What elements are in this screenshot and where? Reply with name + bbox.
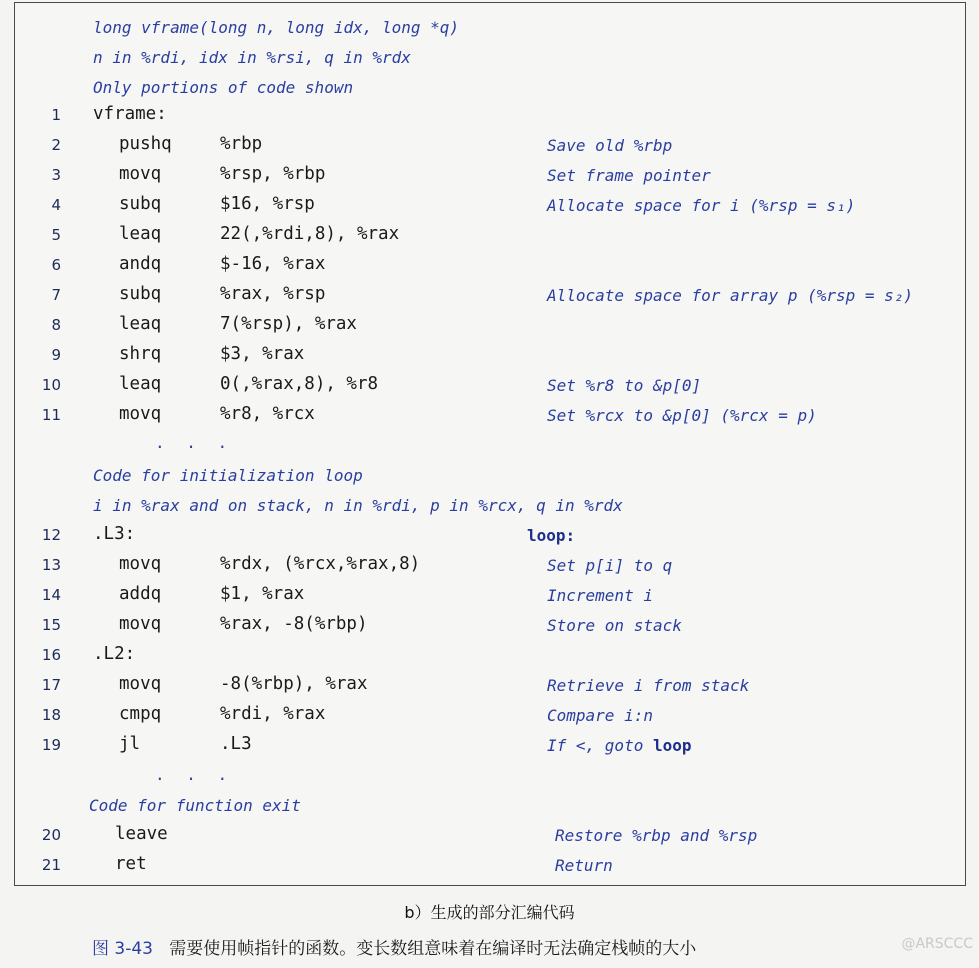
code-line — [15, 311, 965, 341]
operands: $-16, %rax — [220, 254, 326, 274]
code-line — [15, 821, 965, 851]
line-comment: Restore %rbp and %rsp — [555, 826, 758, 845]
code-line — [15, 161, 965, 191]
code-line — [15, 611, 965, 641]
code-line — [15, 131, 965, 161]
operands: 0(,%rax,8), %r8 — [220, 374, 379, 394]
line-comment: Allocate space for array p (%rsp = s₂) — [547, 286, 914, 305]
watermark: @ARSCCC — [901, 936, 973, 952]
line-number: 14 — [41, 586, 61, 604]
opcode: cmpq — [119, 704, 162, 724]
line-comment: Set %r8 to &p[0] — [547, 376, 702, 395]
header-line — [15, 43, 965, 73]
opcode: movq — [119, 404, 162, 424]
opcode: leave — [115, 824, 168, 844]
figure-number: 图 3-43 — [92, 939, 153, 959]
operands: $16, %rsp — [220, 194, 315, 214]
line-number: 13 — [41, 556, 61, 574]
opcode: leaq — [119, 374, 162, 394]
code-line — [15, 551, 965, 581]
line-number: 18 — [41, 706, 61, 724]
section-comment: Code for function exit — [89, 796, 301, 815]
code-line — [15, 401, 965, 431]
line-comment: Return — [555, 856, 613, 875]
operands: %rdx, (%rcx,%rax,8) — [220, 554, 421, 574]
opcode: movq — [119, 614, 162, 634]
line-number: 4 — [51, 196, 61, 214]
comment-bold-label: loop — [652, 736, 692, 755]
line-comment: Set p[i] to q — [547, 556, 673, 575]
operands: %rbp — [220, 134, 263, 154]
line-comment: Save old %rbp — [547, 136, 673, 155]
opcode: andq — [119, 254, 162, 274]
line-comment: Store on stack — [547, 616, 682, 635]
opcode: subq — [119, 194, 162, 214]
code-line — [15, 371, 965, 401]
line-number: 7 — [51, 286, 61, 304]
code-line — [15, 521, 965, 551]
ellipsis: . . . — [155, 765, 234, 784]
line-number: 6 — [51, 256, 61, 274]
opcode: movq — [119, 554, 162, 574]
line-comment: Compare i:n — [547, 706, 653, 725]
line-number: 11 — [41, 406, 61, 424]
code-line — [15, 341, 965, 371]
opcode: leaq — [119, 224, 162, 244]
header-line — [15, 73, 965, 103]
code-line — [15, 671, 965, 701]
line-number: 17 — [41, 676, 61, 694]
header-line — [15, 13, 965, 43]
operands: %rsp, %rbp — [220, 164, 326, 184]
code-line — [15, 101, 965, 131]
line-number: 3 — [51, 166, 61, 184]
operands: %rax, -8(%rbp) — [220, 614, 368, 634]
line-number: 8 — [51, 316, 61, 334]
opcode: movq — [119, 674, 162, 694]
operands: %rax, %rsp — [220, 284, 326, 304]
code-line — [15, 701, 965, 731]
figure-caption — [92, 934, 696, 959]
line-number: 15 — [41, 616, 61, 634]
line-comment: Set frame pointer — [547, 166, 711, 185]
operands: 7(%rsp), %rax — [220, 314, 357, 334]
code-line — [15, 851, 965, 881]
opcode: pushq — [119, 134, 172, 154]
section-comment: Code for initialization loop — [93, 466, 363, 485]
opcode: jl — [119, 734, 141, 754]
header-comment: n in %rdi, idx in %rsi, q in %rdx — [93, 48, 411, 67]
code-line — [15, 251, 965, 281]
code-line — [15, 281, 965, 311]
line-number: 21 — [41, 856, 61, 874]
section-header — [15, 461, 965, 491]
code-label: .L2: — [93, 644, 136, 664]
opcode: ret — [115, 854, 147, 874]
line-comment: Allocate space for i (%rsp = s₁) — [547, 196, 856, 215]
line-comment: Increment i — [547, 586, 653, 605]
comment-text: If <, goto — [547, 736, 653, 755]
header-comment: long vframe(long n, long idx, long *q) — [93, 18, 460, 37]
ellipsis: . . . — [155, 433, 234, 452]
code-line — [15, 641, 965, 671]
line-number: 2 — [51, 136, 61, 154]
operands: $1, %rax — [220, 584, 305, 604]
line-number: 9 — [51, 346, 61, 364]
header-comment: Only portions of code shown — [93, 78, 354, 97]
line-number: 10 — [41, 376, 61, 394]
opcode: addq — [119, 584, 162, 604]
section-comment: i in %rax and on stack, n in %rdi, p in %rcx, q in %rdx — [93, 496, 623, 515]
section-header — [15, 791, 965, 821]
code-label: .L3: — [93, 524, 136, 544]
line-number: 19 — [41, 736, 61, 754]
operands: -8(%rbp), %rax — [220, 674, 368, 694]
section-header — [15, 491, 965, 521]
line-comment — [547, 736, 692, 755]
line-number: 20 — [41, 826, 61, 844]
line-comment: Retrieve i from stack — [547, 676, 750, 695]
line-number: 5 — [51, 226, 61, 244]
code-line — [15, 731, 965, 761]
line-number: 16 — [41, 646, 61, 664]
line-number: 12 — [41, 526, 61, 544]
subfigure-caption: b）生成的部分汇编代码 — [404, 903, 575, 922]
code-line — [15, 191, 965, 221]
opcode: movq — [119, 164, 162, 184]
figure-caption-text: 需要使用帧指针的函数。变长数组意味着在编译时无法确定栈帧的大小 — [169, 939, 697, 959]
opcode: shrq — [119, 344, 162, 364]
label-comment: loop: — [527, 526, 576, 545]
operands: %rdi, %rax — [220, 704, 326, 724]
opcode: subq — [119, 284, 162, 304]
operands: 22(,%rdi,8), %rax — [220, 224, 400, 244]
code-label: vframe: — [93, 104, 167, 124]
operands: .L3 — [220, 734, 252, 754]
code-line — [15, 581, 965, 611]
code-line — [15, 221, 965, 251]
operands: $3, %rax — [220, 344, 305, 364]
code-listing-frame — [14, 2, 966, 886]
line-comment: Set %rcx to &p[0] (%rcx = p) — [547, 406, 817, 425]
operands: %r8, %rcx — [220, 404, 315, 424]
opcode: leaq — [119, 314, 162, 334]
line-number: 1 — [51, 106, 61, 124]
